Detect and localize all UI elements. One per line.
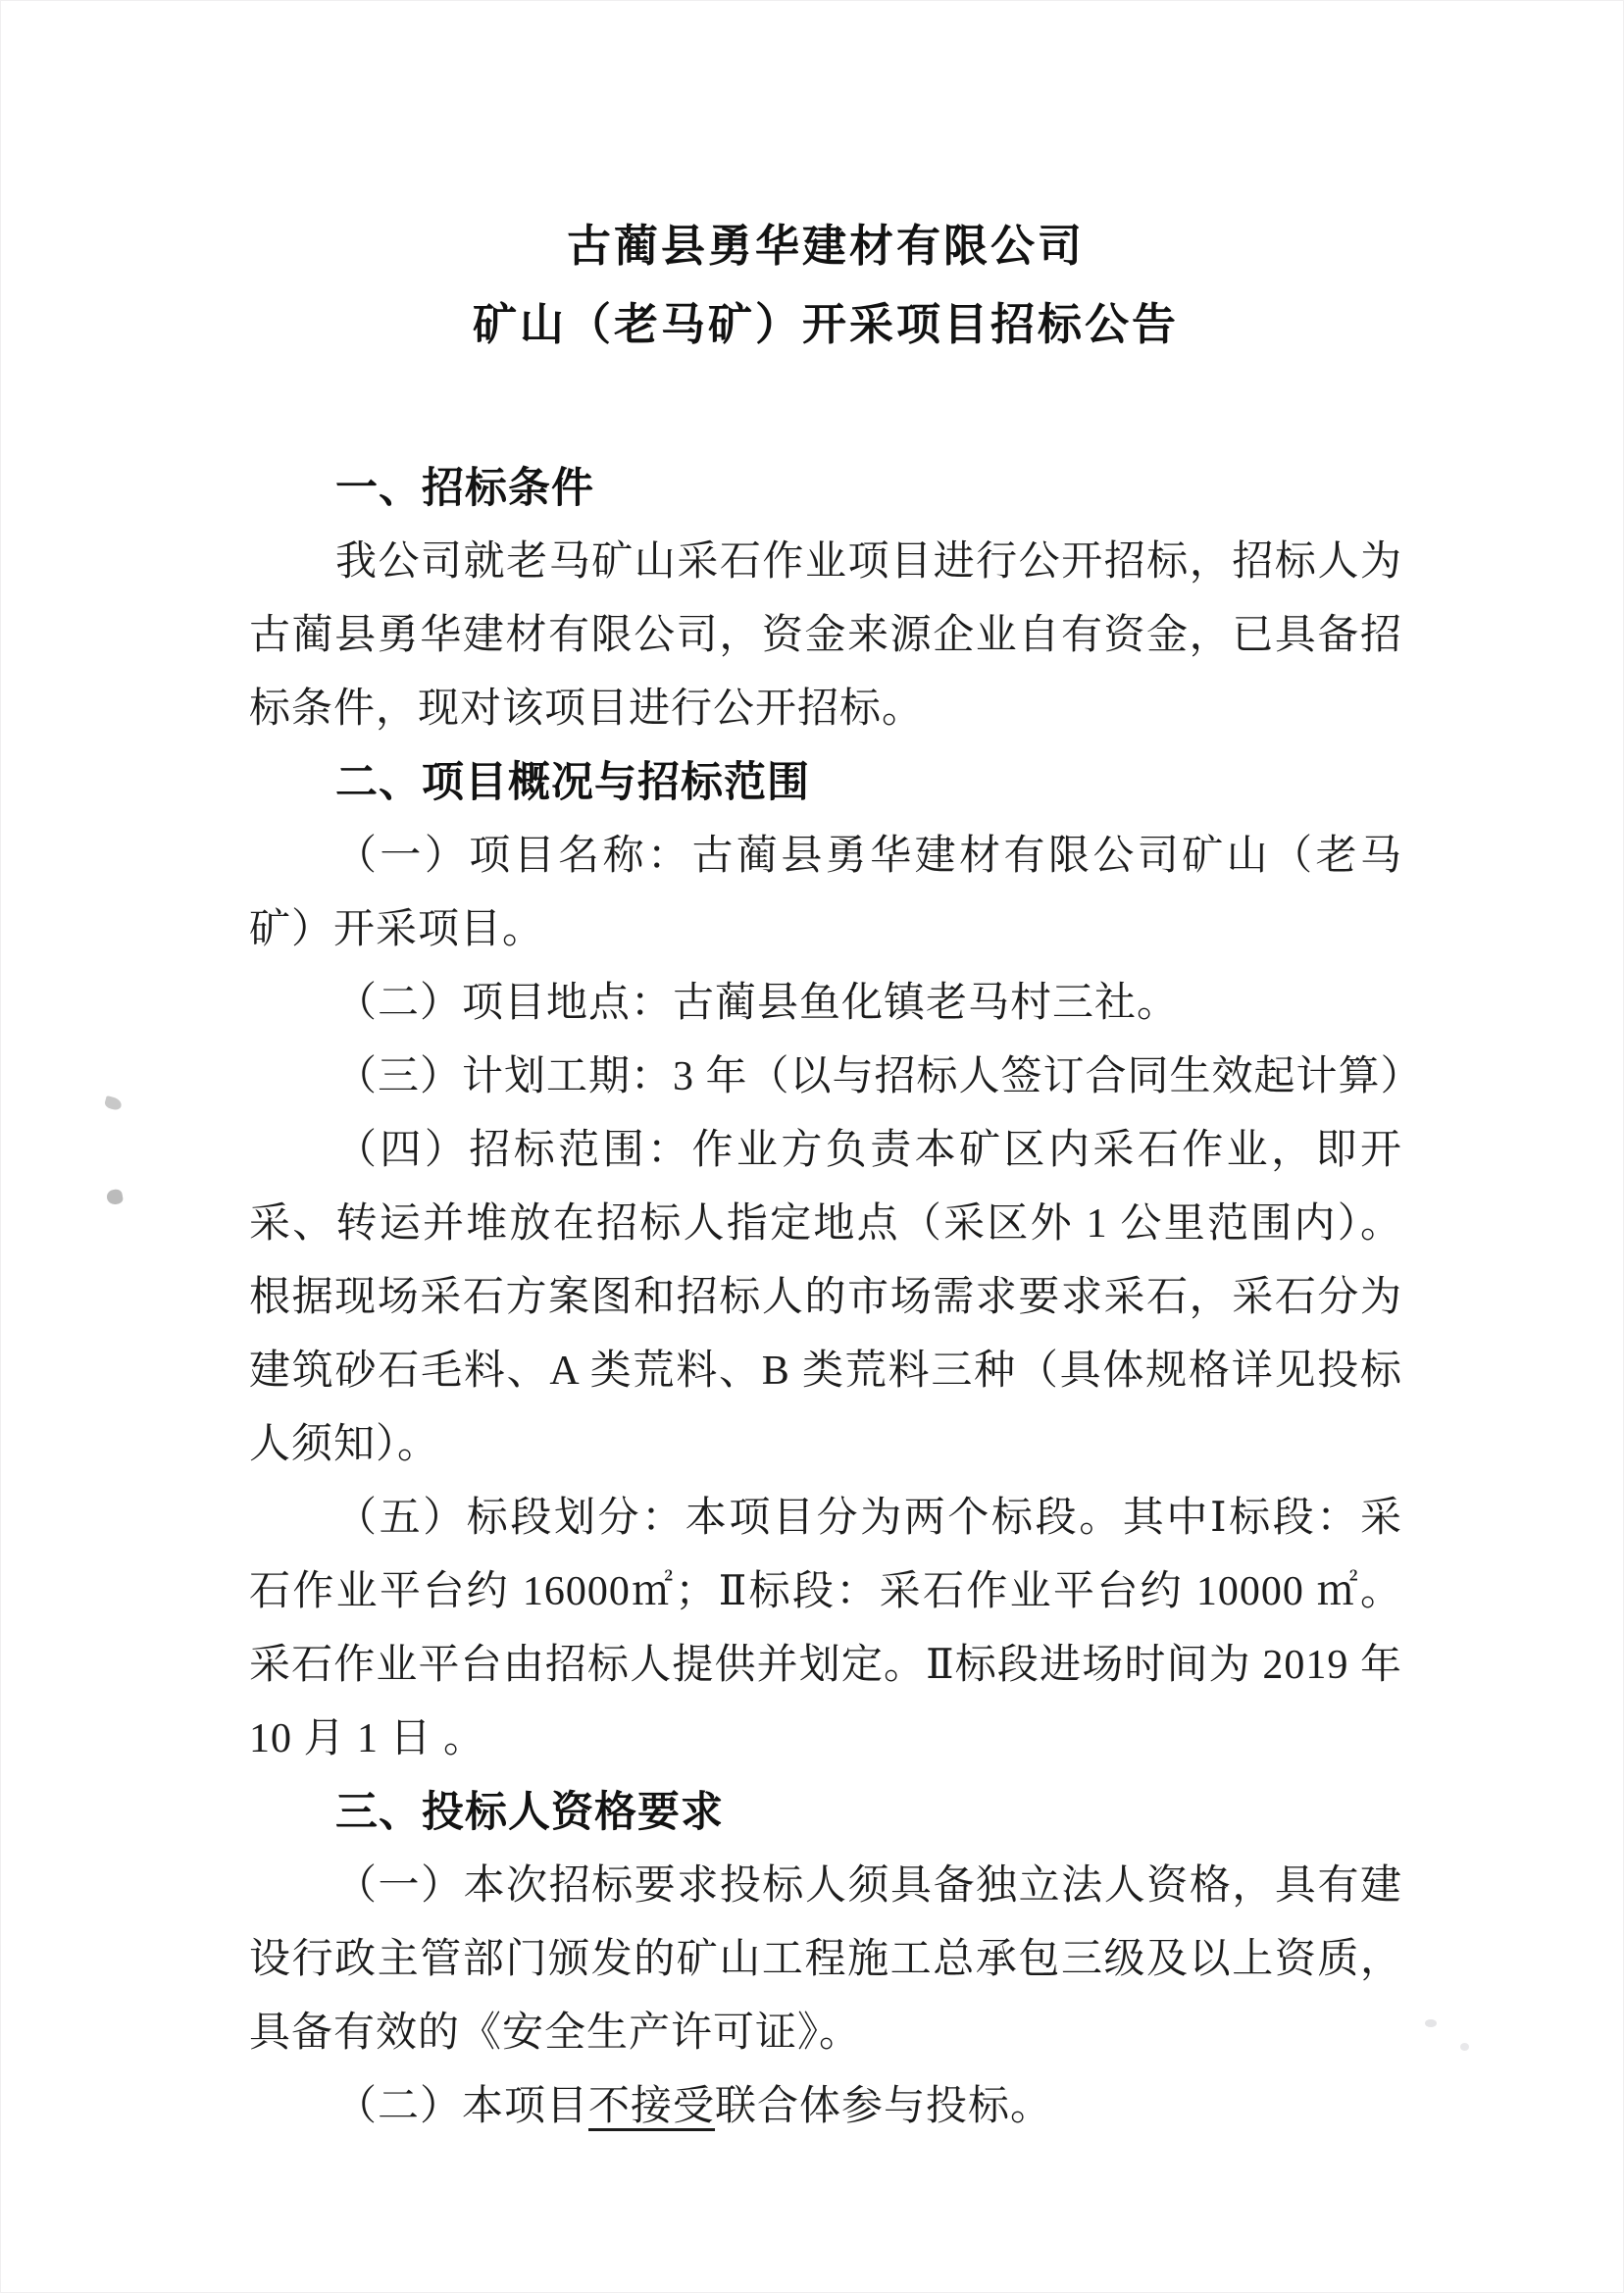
- section-heading-tender-conditions: 一、招标条件: [335, 465, 594, 512]
- document-title-line1: 古蔺县勇华建材有限公司: [566, 221, 1085, 271]
- text-segment-suffix: 联合体参与投标。: [715, 2084, 1053, 2129]
- paragraph-project-location: （二）项目地点：古蔺县鱼化镇老马村三社。: [335, 981, 1180, 1026]
- scan-artifact: [106, 1189, 124, 1206]
- paragraph-project-duration: （三）计划工期：3 年（以与招标人签订合同生效起计算）: [335, 1054, 1423, 1099]
- section-heading-project-overview: 二、项目概况与招标范围: [335, 759, 810, 806]
- section-heading-bidder-qualifications: 三、投标人资格要求: [335, 1789, 724, 1836]
- paragraph-project-name: （一）项目名称：古蔺县勇华建材有限公司矿山（老马矿）开采项目。: [249, 834, 1402, 952]
- text-segment-prefix: （二）本项目: [335, 2084, 589, 2129]
- paragraph-no-consortium: [249, 2070, 1402, 2144]
- document-body: [249, 452, 1423, 2144]
- paragraph-section-division: （五）标段划分：本项目分为两个标段。其中Ⅰ标段：采石作业平台约 16000㎡；Ⅱ标段：采石作业平台约 10000 ㎡。采石作业平台由招标人提供并划定。Ⅱ标段进场时间为 2019 年 10 月 1 日 。: [249, 1496, 1402, 1761]
- paragraph-tender-conditions: 我公司就老马矿山采石作业项目进行公开招标，招标人为古蔺县勇华建材有限公司，资金来源企业自有资金，已具备招标条件，现对该项目进行公开招标。: [249, 539, 1402, 732]
- scan-artifact: [1460, 2043, 1469, 2051]
- document-title-line2: 矿山（老马矿）开采项目招标公告: [472, 299, 1179, 349]
- scan-artifact: [1425, 2019, 1437, 2027]
- paragraph-bidder-qualification: （一）本次招标要求投标人须具备独立法人资格，具有建设行政主管部门颁发的矿山工程施工总承包三级及以上资质，具备有效的《安全生产许可证》。: [249, 1863, 1402, 2056]
- document-content: [249, 207, 1423, 2144]
- underlined-text: 不接受: [588, 2084, 716, 2129]
- paragraph-tender-scope: （四）招标范围：作业方负责本矿区内采石作业，即开采、转运并堆放在招标人指定地点（采区外 1 公里范围内）。根据现场采石方案图和招标人的市场需求要求采石，采石分为建筑砂石毛料、A 类荒料、B 类荒料三种（具体规格详见投标人须知）。: [249, 1128, 1402, 1467]
- scan-artifact: [104, 1096, 124, 1111]
